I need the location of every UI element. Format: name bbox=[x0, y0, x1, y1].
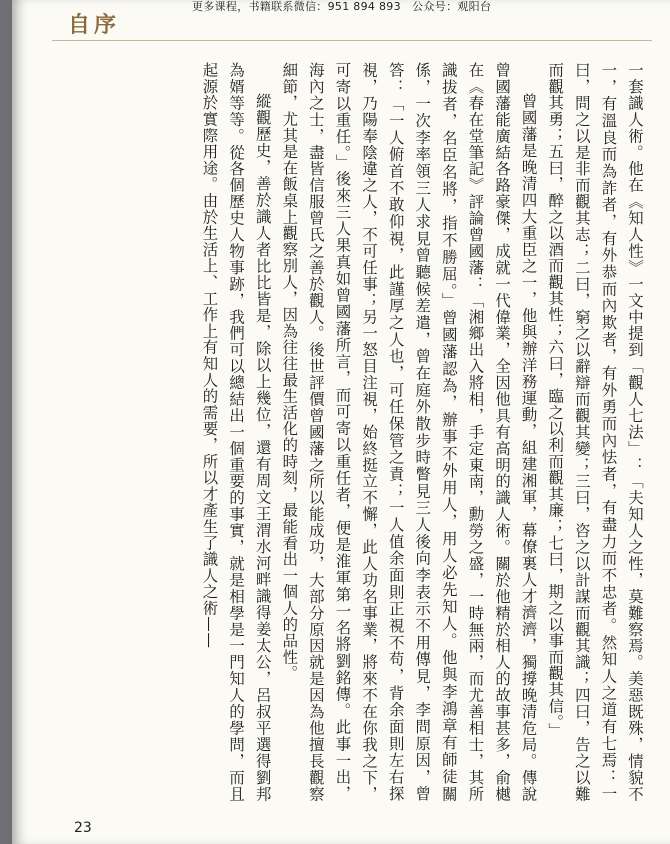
book-page bbox=[12, 0, 670, 844]
vertical-text-column bbox=[62, 62, 648, 802]
chapter-title: 自序 bbox=[68, 12, 121, 38]
header-rule bbox=[52, 40, 652, 41]
body-text bbox=[62, 62, 648, 802]
page-number: 23 bbox=[74, 820, 92, 836]
promo-line: 更多课程，书籍联系微信：951 894 893 公众号：观阳台 bbox=[192, 0, 492, 13]
page-header bbox=[12, 0, 670, 40]
paragraph: 曾國藩是晚清四大重臣之一，他與辦洋務運動，組建湘軍，幕僚裏人才濟濟，獨撐晚清危局。傳說曾國藩能廣結各路豪傑，成就一代偉業，全因他具有高明的識人術。關於他精於相人的故事甚多，俞樾在《春在堂筆記》評論曾國藩：「湘鄉出入將相，手定東南，勳勞之盛，一時無兩，而尤善相士，其所識拔者，名臣名將，指不勝屈。」曾國藩認為，辦事不外用人，用人必先知人。他與李鴻章有師徒關係，一次李率領三人求見曾聽候差遣，曾在庭外散步時瞥見三人後向李表示不用傳見，李問原因，曾答：「一人俯首不敢仰視，此謹厚之人也，可任保管之責；一人值余面則正視不苟，背余面則左右探視，乃陽奉陰違之人，不可任事；另一怒目注視，始終挺立不懈，此人功名事業，將來不在你我之下，可寄以重任。」後來三人果真如曾國藩所言，而可寄以重任者，便是淮軍第一名將劉銘傳。此事一出，海內之士，盡皆信服曾氏之善於觀人。後世評價曾國藩之所以能成功，大部分原因就是因為他擅長觀察細節，尤其是在飯桌上觀察別人，因為往往最生活化的時刻，最能看出一個人的品性。 bbox=[280, 62, 538, 802]
paragraph: 一套識人術。他在《知人性》一文中提到「觀人七法」：「夫知人之性，莫難察焉。美惡既殊，情貌不一，有溫良而為詐者，有外恭而內欺者，有外勇而內怯者，有盡力而不忠者。然知人之道有七焉：一曰，問之以是非而觀其志；二曰，窮之以辭辯而觀其變；三曰，咨之以計謀而觀其識；四曰，告之以難而觀其勇；五曰，醉之以酒而觀其性；六曰，臨之以利而觀其廉；七曰，期之以事而觀其信。」 bbox=[546, 62, 644, 802]
paragraph: 縱觀歷史，善於識人者比比皆是，除以上幾位，還有周文王渭水河畔識得姜太公，呂叔平選得劉邦為婿等等。從各個歷史人物事跡，我們可以總結出一個重要的事實，就是相學是一門知人的學問，而且起源於實際用途。由於生活上、工作上有知人的需要，所以才產生了識人之術—— bbox=[200, 62, 272, 802]
